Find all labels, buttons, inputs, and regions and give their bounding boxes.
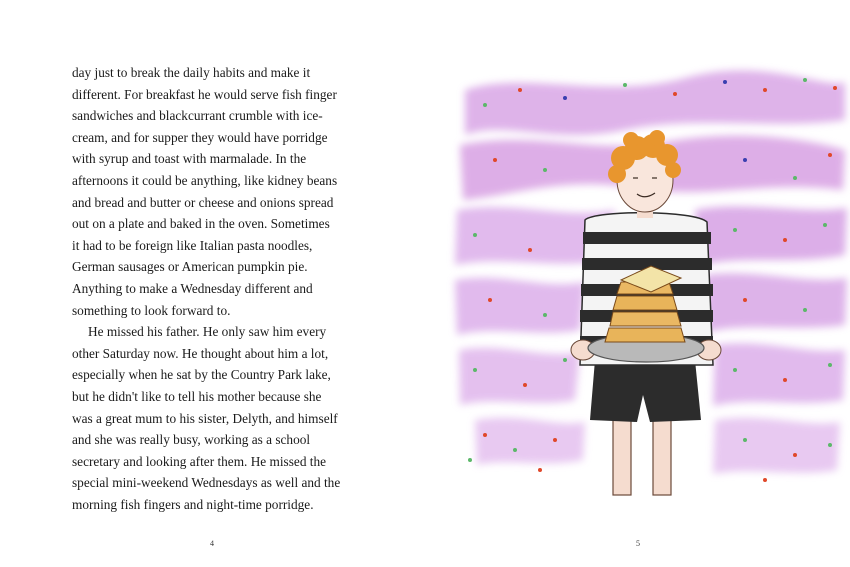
text-line: morning fish fingers and night-time porridge. <box>72 496 314 512</box>
text-line: day just to break the daily habits and make it <box>72 65 311 80</box>
text-line: different. For breakfast he would serve fish finger <box>72 86 337 102</box>
text-line: cream, and for supper they would have porridge <box>72 129 328 145</box>
paragraph-2 <box>72 321 372 515</box>
text-line: out on a plate and baked in the oven. Sometimes <box>72 216 330 232</box>
paragraph-1 <box>72 62 372 321</box>
text-line: secretary and looking after them. He missed the <box>72 453 327 469</box>
text-line: it had to be foreign like Italian pasta noodles, <box>72 237 313 253</box>
text-line: with syrup and toast with marmalade. In the <box>72 151 307 167</box>
text-line: something to look forward to. <box>72 302 231 318</box>
text-line: especially when he sat by the Country Park lake, <box>72 367 331 383</box>
body-text <box>72 62 372 515</box>
text-line: but he didn't like to tell his mother because she <box>72 388 322 404</box>
page-number: 5 <box>636 539 640 548</box>
text-line: afternoons it could be anything, like kidney beans <box>72 172 338 188</box>
text-line: and bread and butter or cheese and onions spread <box>72 194 334 210</box>
text-line: special mini-weekend Wednesdays as well and the <box>72 475 341 491</box>
text-line: He missed his father. He only saw him every <box>88 324 327 340</box>
text-line: and she was really busy, working as a school <box>72 432 311 448</box>
text-line: was a great mum to his sister, Delyth, and himself <box>72 410 338 426</box>
boy-holding-plate-of-toast-illustration <box>445 60 850 505</box>
right-page <box>425 0 850 567</box>
shorts <box>590 360 701 422</box>
page-number: 4 <box>210 539 214 548</box>
text-line: German sausages or American pumpkin pie. <box>72 259 308 275</box>
boy-legs <box>613 415 671 495</box>
text-line: other Saturday now. He thought about him a lot, <box>72 345 329 361</box>
text-line: Anything to make a Wednesday different and <box>72 280 313 296</box>
text-line: sandwiches and blackcurrant crumble with ice- <box>72 108 323 124</box>
